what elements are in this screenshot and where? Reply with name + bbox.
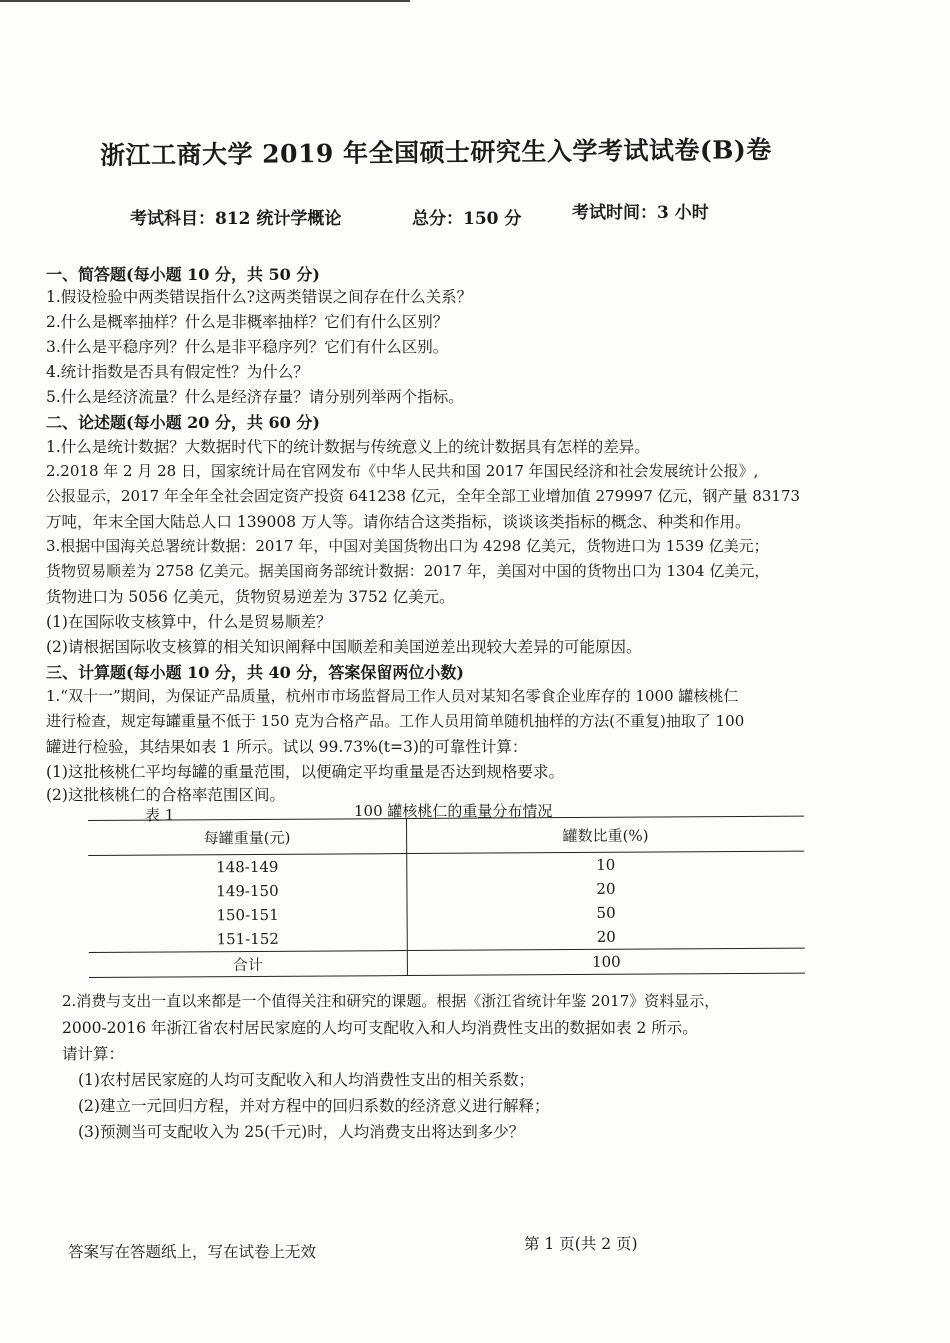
table-cell-share: 50: [596, 903, 616, 922]
section2-q3-line: 货物贸易顺差为 2758 亿美元。据美国商务部统计数据：2017 年，美国对中国的货物出口为 1304 亿美元，: [46, 562, 770, 580]
section3-q2-intro: 请计算：: [62, 1045, 125, 1063]
section3-q2-part: (2)建立一元回归方程，并对方程中的回归系数的经济意义进行解释；: [78, 1097, 550, 1115]
table-cell-share: 20: [596, 879, 616, 898]
table-header-share: 罐数比重(%): [406, 816, 804, 853]
section1-item: 1.假设检验中两类错误指什么?这两类错误之间存在什么关系？: [46, 288, 473, 306]
exam-time: 考试时间：3 小时: [572, 203, 709, 223]
section1-item: 4.统计指数是否具有假定性？为什么？: [46, 363, 309, 381]
section3-heading: 三、计算题(每小题 10 分，共 40 分，答案保留两位小数): [46, 663, 464, 682]
footer-note: 答案写在答题纸上，写在试卷上无效: [68, 1243, 317, 1261]
section2-heading: 二、论述题(每小题 20 分，共 60 分): [46, 413, 320, 432]
section2-q2-line: 公报显示，2017 年全年全社会固定资产投资 641238 亿元，全年全部工业增加值 279997 亿元，钢产量 83173: [46, 487, 801, 505]
section2-q3-part: (1)在国际收支核算中，什么是贸易顺差？: [46, 613, 332, 631]
section3-q2-part: (1)农村居民家庭的人均可支配收入和人均消费性支出的相关系数；: [78, 1071, 534, 1089]
table-header-row: [88, 816, 804, 855]
section2-q2-line: 万吨，年末全国大陆总人口 139008 万人等。请你结合这类指标，谈谈该类指标的概念、种类和作用。: [46, 513, 751, 531]
table-cell-share: 10: [596, 855, 616, 874]
section1-item: 2.什么是概率抽样？什么是非概率抽样？它们有什么区别？: [46, 313, 449, 331]
section3-q1-line: 罐进行检验，其结果如表 1 所示。试以 99.73%(t=3)的可靠性计算：: [46, 738, 528, 756]
table-cell-weight: 150-151: [89, 902, 408, 928]
exam-title: 浙江工商大学 2019 年全国硕士研究生入学考试试卷(B)卷: [99, 135, 772, 170]
page-number: 第 1 页(共 2 页): [524, 1235, 638, 1253]
table-cell-weight: 148-149: [88, 854, 407, 880]
table-total-row: [89, 948, 805, 977]
table-cell-share: 20: [596, 927, 616, 946]
exam-subject: 考试科目：812 统计学概论: [130, 209, 342, 229]
table-total-value: 100: [407, 948, 805, 975]
section1-heading: 一、简答题(每小题 10 分，共 50 分): [46, 265, 320, 284]
section2-q3-line: 货物进口为 5056 亿美元，货物贸易逆差为 3752 亿美元。: [46, 588, 455, 606]
exam-total-score: 总分：150 分: [412, 209, 522, 229]
table-cell-weight: 149-150: [88, 878, 407, 904]
section2-q3-part: (2)请根据国际收支核算的相关知识阐释中国顺差和美国逆差出现较大差异的可能原因。: [46, 638, 642, 656]
scan-edge-line: [0, 0, 410, 2]
section3-q2-part: (3)预测当可支配收入为 25(千元)时，人均消费支出将达到多少？: [78, 1123, 525, 1141]
table-cell-weight: 151-152: [89, 926, 408, 952]
section3-q1-part: (2)这批核桃仁的合格率范围区间。: [46, 786, 285, 804]
table-header-weight: 每罐重量(元): [88, 819, 407, 856]
section3-q1-line: 1.“双十一”期间，为保证产品质量，杭州市市场监督局工作人员对某知名零食企业库存的 1000 罐核桃仁: [46, 687, 739, 705]
weight-distribution-table: [88, 816, 805, 978]
section1-item: 5.什么是经济流量？什么是经济存量？请分别列举两个指标。: [46, 388, 464, 406]
section3-q2-line: 2.消费与支出一直以来都是一个值得关注和研究的课题。根据《浙江省统计年鉴 2017》资料显示，: [62, 992, 720, 1010]
table-label: 表 1: [145, 806, 175, 824]
section3-q1-part: (1)这批核桃仁平均每罐的重量范围，以便确定平均重量是否达到规格要求。: [46, 763, 564, 781]
section2-q2-line: 2.2018 年 2 月 28 日，国家统计局在官网发布《中华人民共和国 2017 年国民经济和社会发展统计公报》,: [46, 462, 759, 480]
section2-q3-line: 3.根据中国海关总署统计数据：2017 年，中国对美国货物出口为 4298 亿美元，货物进口为 1539 亿美元；: [46, 537, 769, 555]
section3-q1-line: 进行检查，规定每罐重量不低于 150 克为合格产品。工作人员用简单随机抽样的方法(不重复)抽取了 100: [46, 712, 745, 730]
table-caption: 100 罐核桃仁的重量分布情况: [354, 802, 553, 820]
table-total-label: 合计: [89, 951, 408, 978]
section2-q1: 1.什么是统计数据？大数据时代下的统计数据与传统意义上的统计数据具有怎样的差异。: [46, 438, 650, 456]
section1-item: 3.什么是平稳序列？什么是非平稳序列？它们有什么区别。: [46, 338, 449, 356]
section3-q2-line: 2000-2016 年浙江省农村居民家庭的人均可支配收入和人均消费性支出的数据如表 2 所示。: [62, 1019, 698, 1037]
